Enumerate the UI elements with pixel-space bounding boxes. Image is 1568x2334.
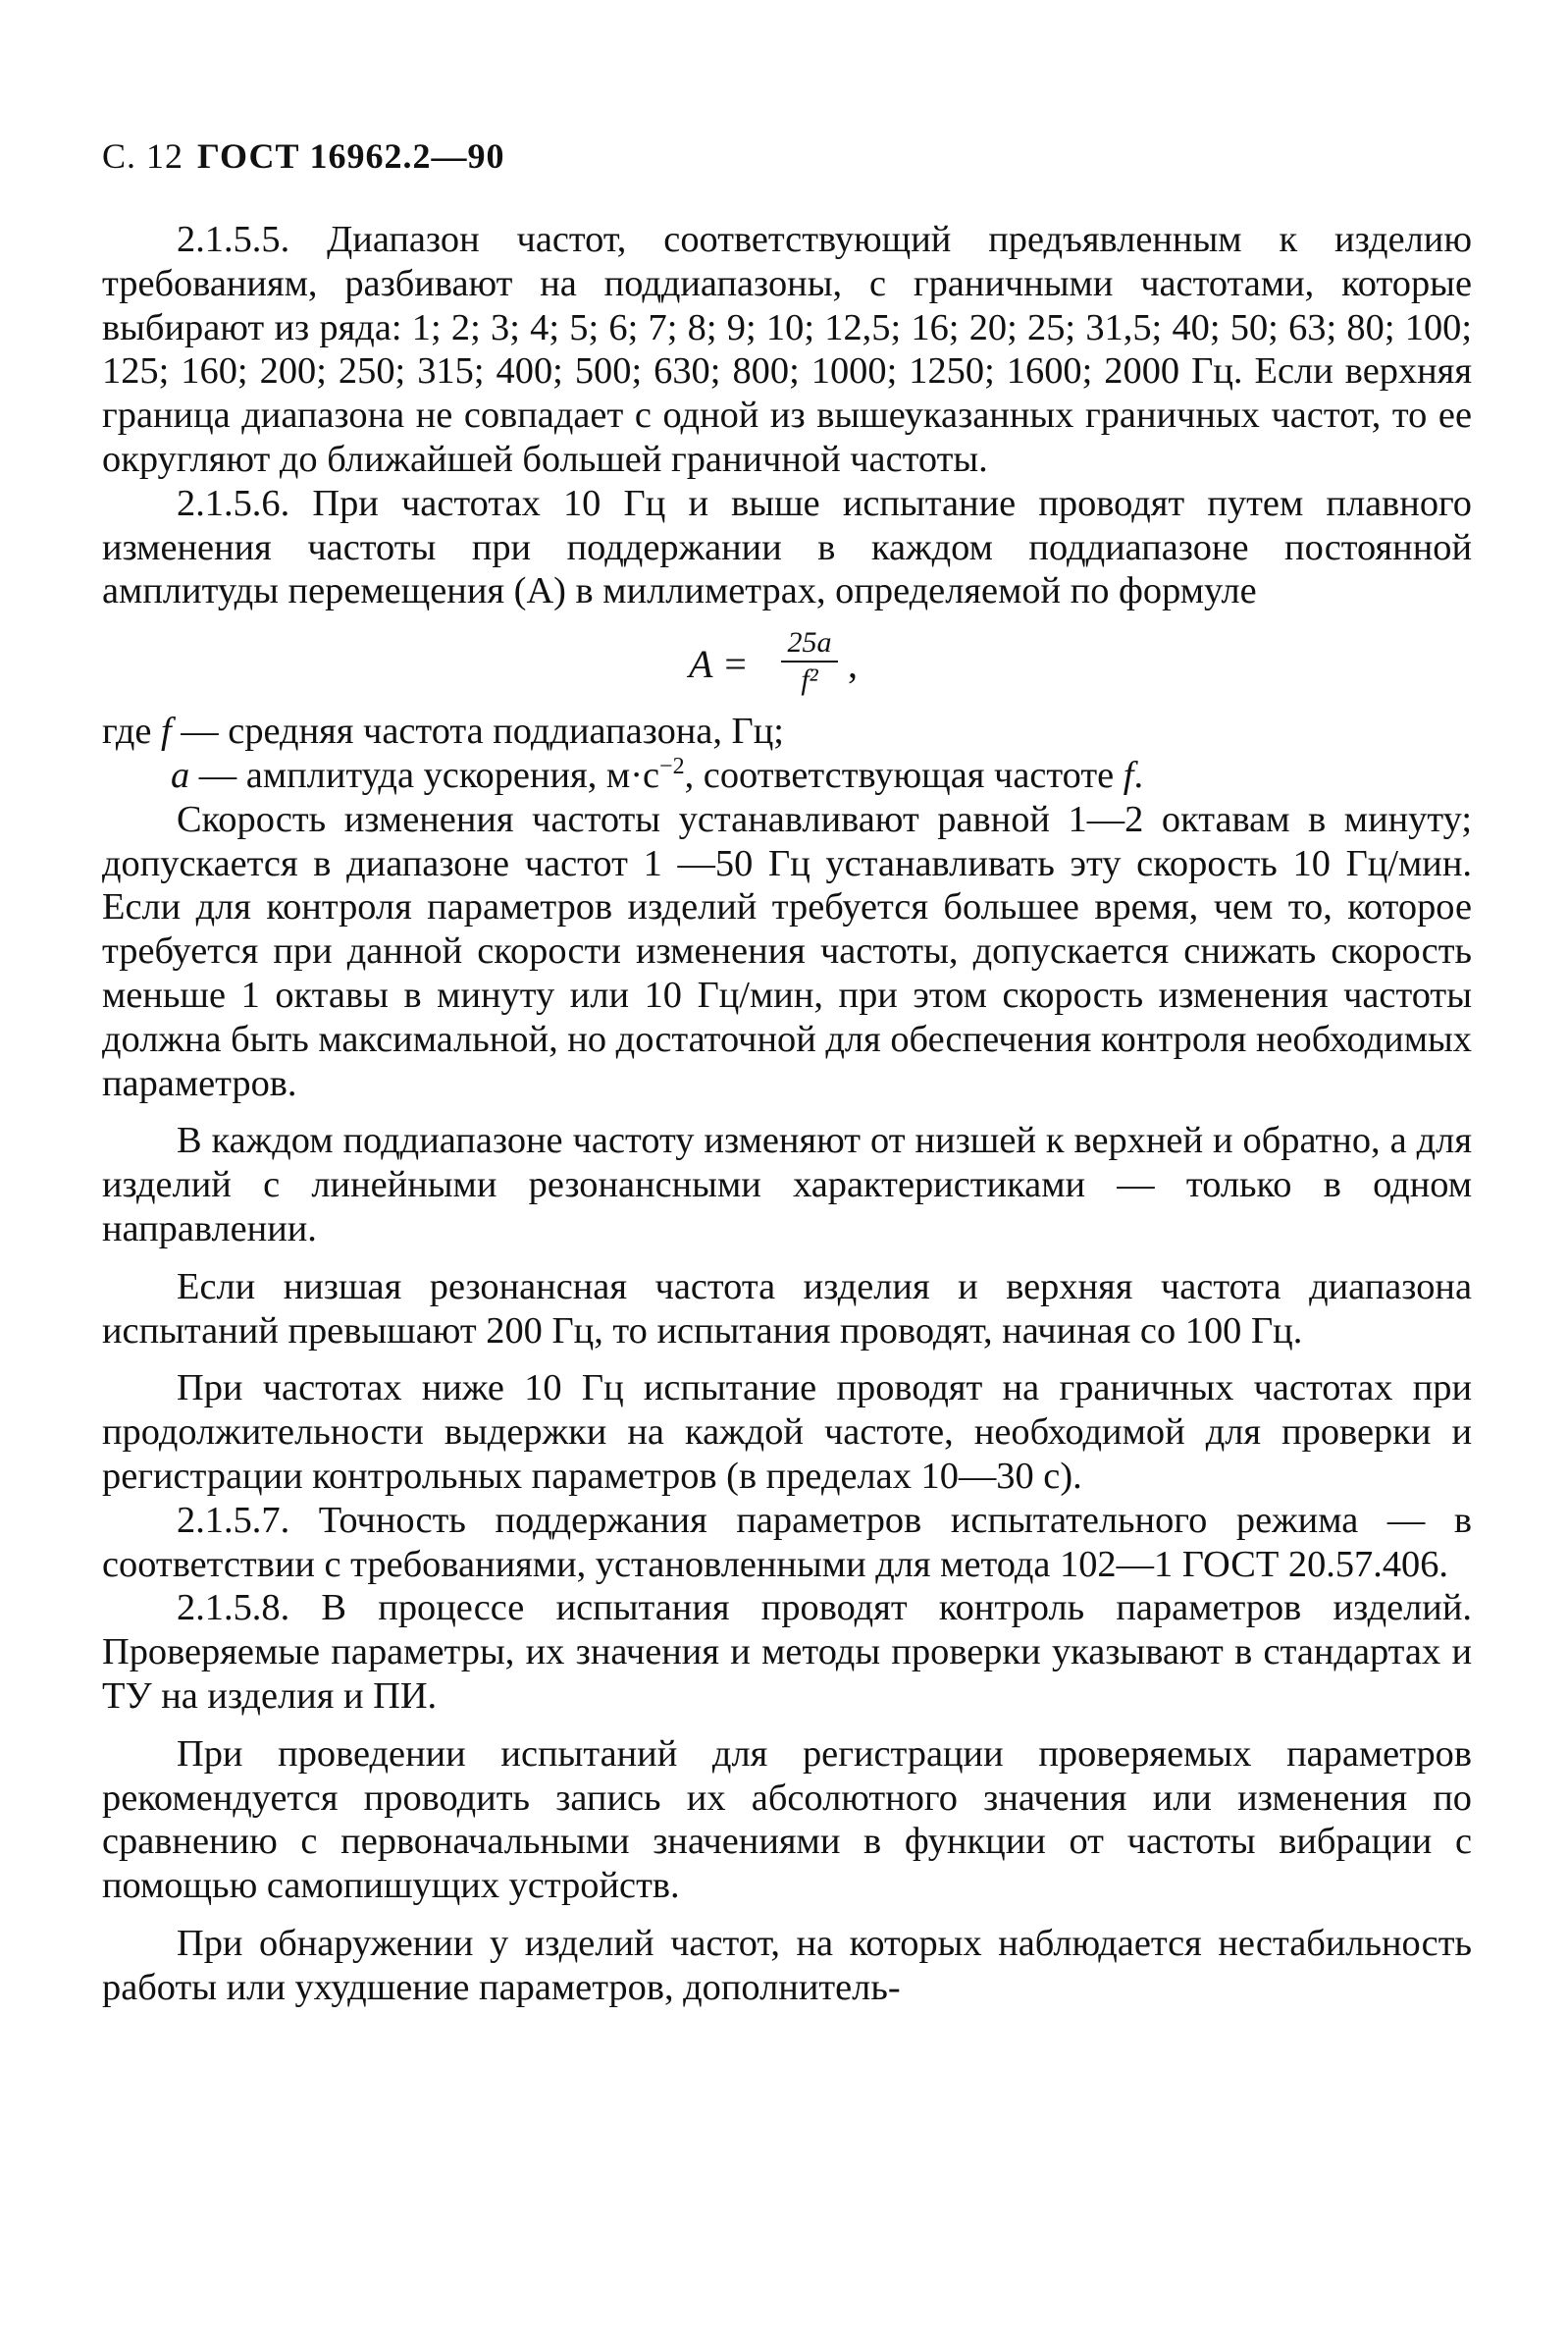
- formula-fraction: [781, 627, 838, 696]
- standard-title: ГОСТ 16962.2—90: [197, 136, 505, 176]
- variable-f-ref: f: [1123, 754, 1134, 796]
- formula-numerator: 25a: [781, 627, 838, 663]
- paragraph-sweep-direction: В каждом поддиапазоне частоту изменяют от низшей к верхней и обратно, а для изделий с линейными резонансными характеристиками — только в одном направлении.: [102, 1120, 1472, 1249]
- variable-f: f: [161, 711, 172, 753]
- definition-a: [102, 754, 1472, 798]
- variable-a: a: [171, 754, 190, 796]
- paragraph-2-1-5-5: 2.1.5.5. Диапазон частот, соответствующий предъявленным к изделию требованиям, разбивают на поддиапазоны, с граничными частотами, которые выбирают из ряда: 1; 2; 3; 4; 5; 6; 7; 8; 9; 10; 12,5; 16; 20; 25; 31,5; 40; 50; 63; 80; 100; 125; 160; 200; 250; 315; 400; 500; 630; 800; 1000; 1250; 1600; 2000 Гц. Если верхняя граница диапазона не совпадает с одной из вышеуказанных граничных частот, то ее округляют до ближайшей большей граничной частоты.: [102, 219, 1472, 480]
- formula-comma: ,: [848, 642, 858, 687]
- definition-f-text: — средняя частота поддиапазона, Гц;: [171, 711, 784, 753]
- formula: [102, 613, 1472, 710]
- paragraph-low-frequency: При частотах ниже 10 Гц испытание проводят на граничных частотах при продолжительности выдержки на каждой частоте, необходимой для проверки и регистрации контрольных параметров (в пределах 10—30 с).: [102, 1367, 1472, 1497]
- paragraph-2-1-5-8: 2.1.5.8. В процессе испытания проводят контроль параметров изделий. Проверяемые параметры, их значения и методы проверки указывают в стандартах и ТУ на изделия и ПИ.: [102, 1587, 1472, 1717]
- unit-exponent: −2: [659, 754, 685, 780]
- paragraph-start-frequency: Если низшая резонансная частота изделия и верхняя частота диапазона испытаний превышают 200 Гц, то испытания проводят, начиная со 100 Гц.: [102, 1265, 1472, 1352]
- definition-a-period: .: [1133, 754, 1144, 796]
- paragraph-2-1-5-6: 2.1.5.6. При частотах 10 Гц и выше испытание проводят путем плавного изменения частоты при поддержании в каждом поддиапазоне постоянной амплитуды перемещения (A) в миллиметрах, определяемой по формуле: [102, 482, 1472, 612]
- definition-a-text-end: , соответствующая частоте: [684, 754, 1124, 796]
- definition-a-text: — амплитуда ускорения, м·с: [189, 754, 660, 796]
- paragraph-recording: При проведении испытаний для регистрации проверяемых параметров рекомендуется проводить запись их абсолютного значения или изменения по сравнению с первоначальными значениями в функции от частоты вибрации с помощью самопишущих устройств.: [102, 1732, 1472, 1907]
- paragraph-2-1-5-7: 2.1.5.7. Точность поддержания параметров испытательного режима — в соответствии с требованиями, установленными для метода 102—1 ГОСТ 20.57.406.: [102, 1499, 1472, 1585]
- page-number: С. 12: [102, 136, 184, 176]
- body-text: [102, 218, 1472, 2009]
- definition-f: [102, 710, 1472, 754]
- formula-lhs: A =: [689, 642, 749, 687]
- paragraph-instability: При обнаружении у изделий частот, на которых наблюдается нестабильность работы или ухудшение параметров, дополнитель-: [102, 1922, 1472, 2008]
- definition-prefix: где: [102, 711, 152, 753]
- formula-denominator: f²: [801, 663, 818, 697]
- paragraph-sweep-rate: Скорость изменения частоты устанавливают равной 1—2 октавам в минуту; допускается в диапазоне частот 1 —50 Гц устанавливать эту скорость 10 Гц/мин. Если для контроля параметров изделий требуется большее время, чем то, которое требуется при данной скорости изменения частоты, допускается снижать скорость меньше 1 октавы в минуту или 10 Гц/мин, при этом скорость изменения частоты должна быть максимальной, но достаточной для обеспечения контроля необходимых параметров.: [102, 798, 1472, 1104]
- page-header: [102, 135, 504, 177]
